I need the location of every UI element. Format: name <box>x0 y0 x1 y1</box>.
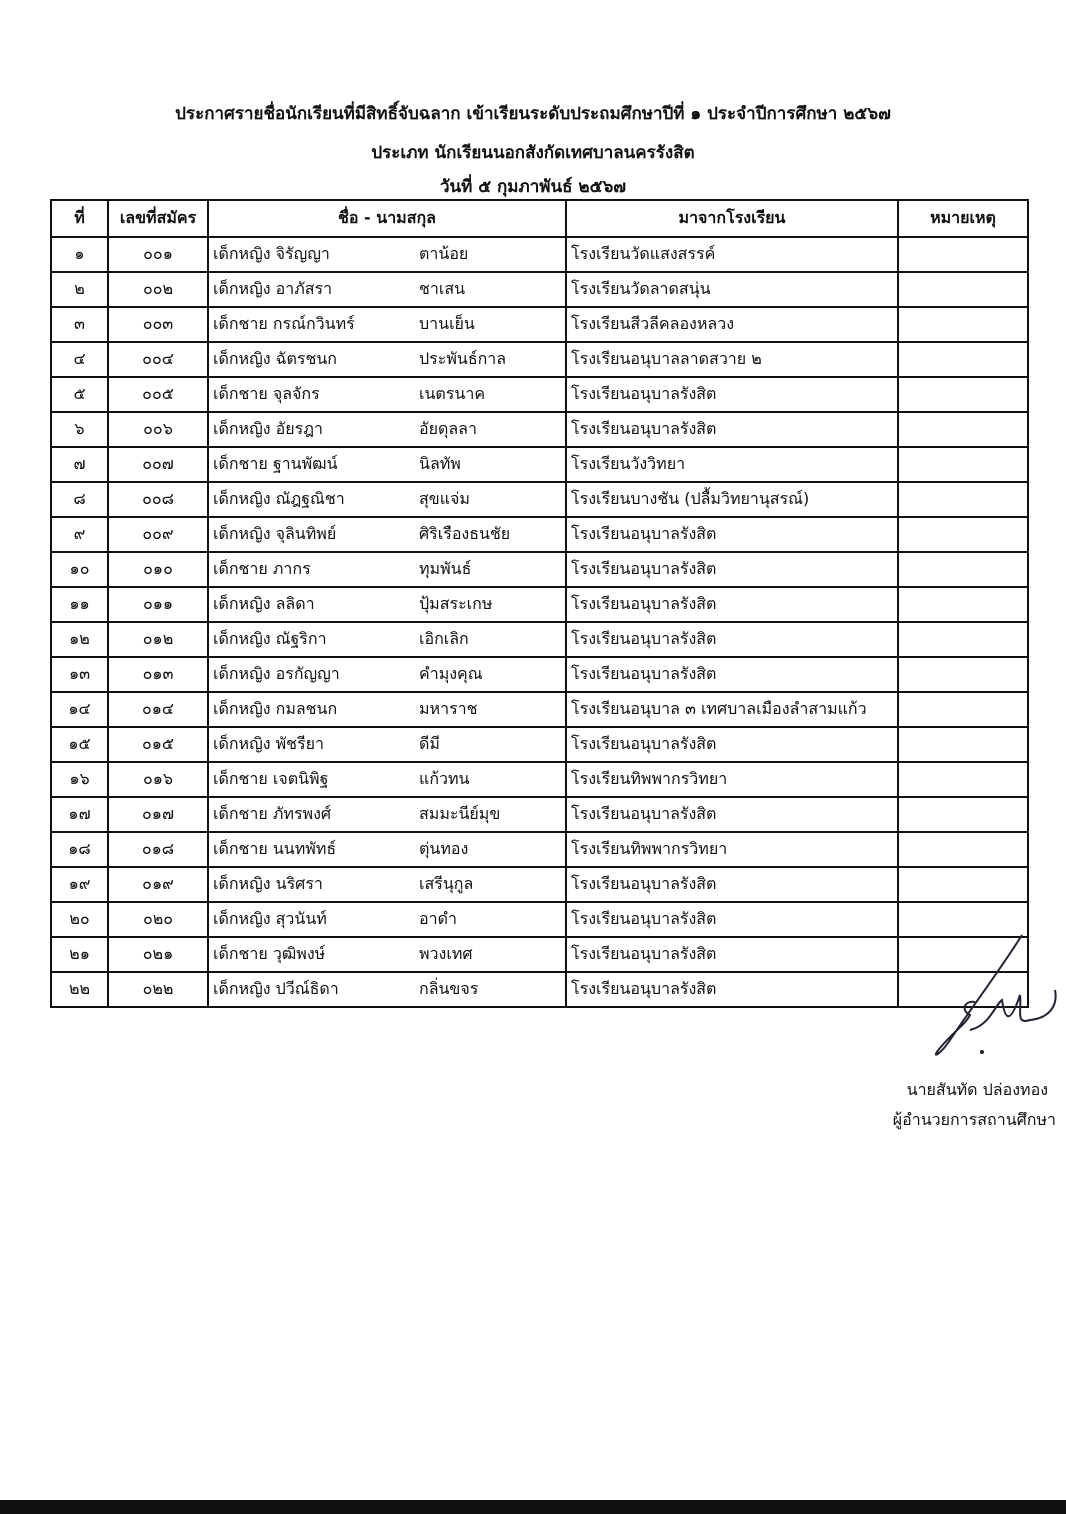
table-row <box>51 342 1028 377</box>
cell-remark <box>898 412 1028 447</box>
cell-no: ๑๐ <box>51 552 108 587</box>
first-name: เด็กหญิง สุวนันท์ <box>213 909 327 928</box>
table-row <box>51 762 1028 797</box>
cell-name <box>208 832 566 867</box>
first-name: เด็กชาย เจตนิพิฐ <box>213 769 329 788</box>
cell-no: ๑ <box>51 237 108 272</box>
col-header-name: ชื่อ - นามสกุล <box>208 200 566 237</box>
last-name: ศิริเรืองธนชัย <box>419 524 511 543</box>
cell-no: ๑๙ <box>51 867 108 902</box>
cell-name <box>208 867 566 902</box>
cell-remark <box>898 237 1028 272</box>
cell-name <box>208 237 566 272</box>
table-row <box>51 902 1028 937</box>
cell-name <box>208 902 566 937</box>
first-name: เด็กชาย กรณ์กวินทร์ <box>213 314 355 333</box>
cell-application-no: ๐๐๔ <box>108 342 208 377</box>
last-name: กลิ่นขจร <box>419 979 479 998</box>
cell-school: โรงเรียนทิพพากรวิทยา <box>566 762 898 797</box>
cell-name <box>208 447 566 482</box>
cell-name <box>208 517 566 552</box>
last-name: เอิกเลิก <box>419 629 469 648</box>
cell-no: ๙ <box>51 517 108 552</box>
cell-remark <box>898 587 1028 622</box>
cell-remark <box>898 762 1028 797</box>
cell-no: ๔ <box>51 342 108 377</box>
table-row <box>51 412 1028 447</box>
cell-school: โรงเรียนอนุบาลรังสิต <box>566 412 898 447</box>
table-row <box>51 867 1028 902</box>
cell-application-no: ๐๑๗ <box>108 797 208 832</box>
cell-school: โรงเรียนอนุบาลรังสิต <box>566 797 898 832</box>
cell-name <box>208 797 566 832</box>
cell-school: โรงเรียนวังวิทยา <box>566 447 898 482</box>
bottom-edge <box>0 1500 1066 1514</box>
cell-name <box>208 692 566 727</box>
first-name: เด็กหญิง ลลิดา <box>213 594 315 613</box>
last-name: เสรีนุกูล <box>419 874 474 893</box>
cell-application-no: ๐๑๘ <box>108 832 208 867</box>
cell-name <box>208 972 566 1007</box>
last-name: แก้วทน <box>419 769 470 788</box>
cell-no: ๒๑ <box>51 937 108 972</box>
first-name: เด็กหญิง จิรัญญา <box>213 244 330 263</box>
first-name: เด็กชาย ภากร <box>213 559 311 578</box>
cell-name <box>208 552 566 587</box>
cell-no: ๒๒ <box>51 972 108 1007</box>
cell-remark <box>898 552 1028 587</box>
last-name: อาดำ <box>419 909 457 928</box>
cell-application-no: ๐๐๙ <box>108 517 208 552</box>
table-row <box>51 307 1028 342</box>
cell-school: โรงเรียนอนุบาลลาดสวาย ๒ <box>566 342 898 377</box>
table-row <box>51 587 1028 622</box>
cell-application-no: ๐๑๐ <box>108 552 208 587</box>
last-name: นิลทัพ <box>419 454 461 473</box>
table-row <box>51 447 1028 482</box>
cell-school: โรงเรียนอนุบาลรังสิต <box>566 587 898 622</box>
cell-application-no: ๐๐๒ <box>108 272 208 307</box>
cell-name <box>208 377 566 412</box>
first-name: เด็กชาย วุฒิพงษ์ <box>213 944 326 963</box>
first-name: เด็กหญิง กมลชนก <box>213 699 338 718</box>
table-row <box>51 692 1028 727</box>
student-table <box>50 199 1029 1008</box>
cell-school: โรงเรียนอนุบาลรังสิต <box>566 972 898 1007</box>
cell-remark <box>898 377 1028 412</box>
cell-remark <box>898 447 1028 482</box>
first-name: เด็กชาย จุลจักร <box>213 384 320 403</box>
cell-application-no: ๐๑๑ <box>108 587 208 622</box>
cell-school: โรงเรียนอนุบาลรังสิต <box>566 517 898 552</box>
cell-school: โรงเรียนอนุบาลรังสิต <box>566 727 898 762</box>
cell-no: ๗ <box>51 447 108 482</box>
cell-name <box>208 762 566 797</box>
first-name: เด็กหญิง ณัฎฐณิชา <box>213 489 345 508</box>
last-name: สมมะนีย์มุข <box>419 804 501 823</box>
cell-school: โรงเรียนวัดแสงสรรค์ <box>566 237 898 272</box>
signatory-position: ผู้อำนวยการสถานศึกษา <box>892 1110 1056 1129</box>
first-name: เด็กหญิง ปวีณ์ธิดา <box>213 979 339 998</box>
last-name: ตาน้อย <box>419 244 469 263</box>
cell-no: ๖ <box>51 412 108 447</box>
cell-remark <box>898 797 1028 832</box>
cell-remark <box>898 517 1028 552</box>
cell-remark <box>898 622 1028 657</box>
first-name: เด็กหญิง ฉัตรชนก <box>213 349 337 368</box>
last-name: ดีมี <box>419 734 440 753</box>
cell-application-no: ๐๒๒ <box>108 972 208 1007</box>
cell-remark <box>898 482 1028 517</box>
title-date: วันที่ ๕ กุมภาพันธ์ ๒๕๖๗ <box>439 177 627 197</box>
cell-school: โรงเรียนอนุบาลรังสิต <box>566 552 898 587</box>
cell-application-no: ๐๑๙ <box>108 867 208 902</box>
cell-remark <box>898 692 1028 727</box>
cell-name <box>208 587 566 622</box>
title-line-2: ประเภท นักเรียนนอกสังกัดเทศบาลนครรังสิต <box>371 143 695 163</box>
cell-no: ๑๒ <box>51 622 108 657</box>
col-header-application-no: เลขที่สมัคร <box>108 200 208 237</box>
last-name: ปุ้มสระเกษ <box>419 594 493 613</box>
table-row <box>51 272 1028 307</box>
cell-school: โรงเรียนอนุบาลรังสิต <box>566 937 898 972</box>
cell-no: ๑๘ <box>51 832 108 867</box>
table-row <box>51 237 1028 272</box>
last-name: พวงเทศ <box>419 944 473 963</box>
cell-application-no: ๐๐๖ <box>108 412 208 447</box>
first-name: เด็กหญิง พัชรียา <box>213 734 324 753</box>
last-name: ตุ่นทอง <box>419 839 469 858</box>
col-header-school: มาจากโรงเรียน <box>566 200 898 237</box>
first-name: เด็กหญิง นริศรา <box>213 874 323 893</box>
last-name: คำมุงคุณ <box>419 664 483 683</box>
table-row <box>51 517 1028 552</box>
cell-application-no: ๐๐๓ <box>108 307 208 342</box>
table-row <box>51 727 1028 762</box>
last-name: สุขแจ่ม <box>419 489 470 508</box>
cell-no: ๓ <box>51 307 108 342</box>
cell-name <box>208 272 566 307</box>
table-row <box>51 832 1028 867</box>
table-row <box>51 377 1028 412</box>
table-row <box>51 972 1028 1007</box>
table-row <box>51 622 1028 657</box>
cell-application-no: ๐๐๗ <box>108 447 208 482</box>
cell-application-no: ๐๑๔ <box>108 692 208 727</box>
cell-application-no: ๐๑๕ <box>108 727 208 762</box>
cell-application-no: ๐๑๓ <box>108 657 208 692</box>
last-name: เนตรนาค <box>419 384 486 403</box>
cell-application-no: ๐๐๑ <box>108 237 208 272</box>
first-name: เด็กชาย นนทพัทธ์ <box>213 839 337 858</box>
signature-image <box>910 930 1060 1065</box>
col-header-remark: หมายเหตุ <box>898 200 1028 237</box>
last-name: มหาราช <box>419 699 478 718</box>
cell-no: ๕ <box>51 377 108 412</box>
cell-application-no: ๐๐๘ <box>108 482 208 517</box>
cell-school: โรงเรียนอนุบาลรังสิต <box>566 867 898 902</box>
first-name: เด็กหญิง อาภัสรา <box>213 279 333 298</box>
first-name: เด็กหญิง อัยรฎา <box>213 419 323 438</box>
cell-name <box>208 412 566 447</box>
cell-name <box>208 937 566 972</box>
cell-no: ๑๗ <box>51 797 108 832</box>
last-name: บานเย็น <box>419 314 475 333</box>
cell-no: ๒ <box>51 272 108 307</box>
table-row <box>51 552 1028 587</box>
cell-remark <box>898 307 1028 342</box>
last-name: ทุมพันธ์ <box>419 559 472 578</box>
cell-school: โรงเรียนอนุบาลรังสิต <box>566 377 898 412</box>
cell-school: โรงเรียนอนุบาลรังสิต <box>566 902 898 937</box>
cell-school: โรงเรียนวัดลาดสนุ่น <box>566 272 898 307</box>
first-name: เด็กหญิง ณัฐริกา <box>213 629 327 648</box>
cell-name <box>208 307 566 342</box>
cell-application-no: ๐๑๒ <box>108 622 208 657</box>
signatory-name: นายสันทัด ปล่องทอง <box>906 1080 1048 1099</box>
cell-school: โรงเรียนอนุบาลรังสิต <box>566 622 898 657</box>
last-name: อัยดุลลา <box>419 419 477 438</box>
cell-remark <box>898 272 1028 307</box>
cell-name <box>208 727 566 762</box>
table-row <box>51 657 1028 692</box>
cell-remark <box>898 832 1028 867</box>
cell-name <box>208 342 566 377</box>
cell-name <box>208 657 566 692</box>
last-name: ชาเสน <box>419 279 466 298</box>
cell-name <box>208 482 566 517</box>
title-line-1: ประกาศรายชื่อนักเรียนที่มีสิทธิ์จับฉลาก เข้าเรียนระดับประถมศึกษาปีที่ ๑ ประจำปีการศึกษา ๒๕๖๗ <box>175 104 891 124</box>
cell-no: ๑๔ <box>51 692 108 727</box>
cell-application-no: ๐๑๖ <box>108 762 208 797</box>
cell-no: ๑๓ <box>51 657 108 692</box>
cell-remark <box>898 342 1028 377</box>
first-name: เด็กชาย ฐานพัฒน์ <box>213 454 338 473</box>
first-name: เด็กชาย ภัทรพงศ์ <box>213 804 332 823</box>
cell-name <box>208 622 566 657</box>
cell-no: ๑๕ <box>51 727 108 762</box>
cell-school: โรงเรียนบางชัน (ปลื้มวิทยานุสรณ์) <box>566 482 898 517</box>
first-name: เด็กหญิง จุลินทิพย์ <box>213 524 337 543</box>
cell-no: ๒๐ <box>51 902 108 937</box>
cell-application-no: ๐๒๑ <box>108 937 208 972</box>
table-row <box>51 797 1028 832</box>
cell-remark <box>898 657 1028 692</box>
cell-school: โรงเรียนอนุบาล ๓ เทศบาลเมืองลำสามแก้ว <box>566 692 898 727</box>
table-header-row <box>51 200 1028 237</box>
cell-application-no: ๐๐๕ <box>108 377 208 412</box>
cell-school: โรงเรียนทิพพากรวิทยา <box>566 832 898 867</box>
cell-no: ๑๖ <box>51 762 108 797</box>
cell-remark <box>898 727 1028 762</box>
cell-no: ๑๑ <box>51 587 108 622</box>
first-name: เด็กหญิง อรกัญญา <box>213 664 340 683</box>
col-header-no: ที่ <box>51 200 108 237</box>
table-row <box>51 937 1028 972</box>
cell-school: โรงเรียนอนุบาลรังสิต <box>566 657 898 692</box>
cell-no: ๘ <box>51 482 108 517</box>
cell-school: โรงเรียนสีวลีคลองหลวง <box>566 307 898 342</box>
cell-application-no: ๐๒๐ <box>108 902 208 937</box>
table-row <box>51 482 1028 517</box>
last-name: ประพันธ์กาล <box>419 349 507 368</box>
cell-remark <box>898 867 1028 902</box>
